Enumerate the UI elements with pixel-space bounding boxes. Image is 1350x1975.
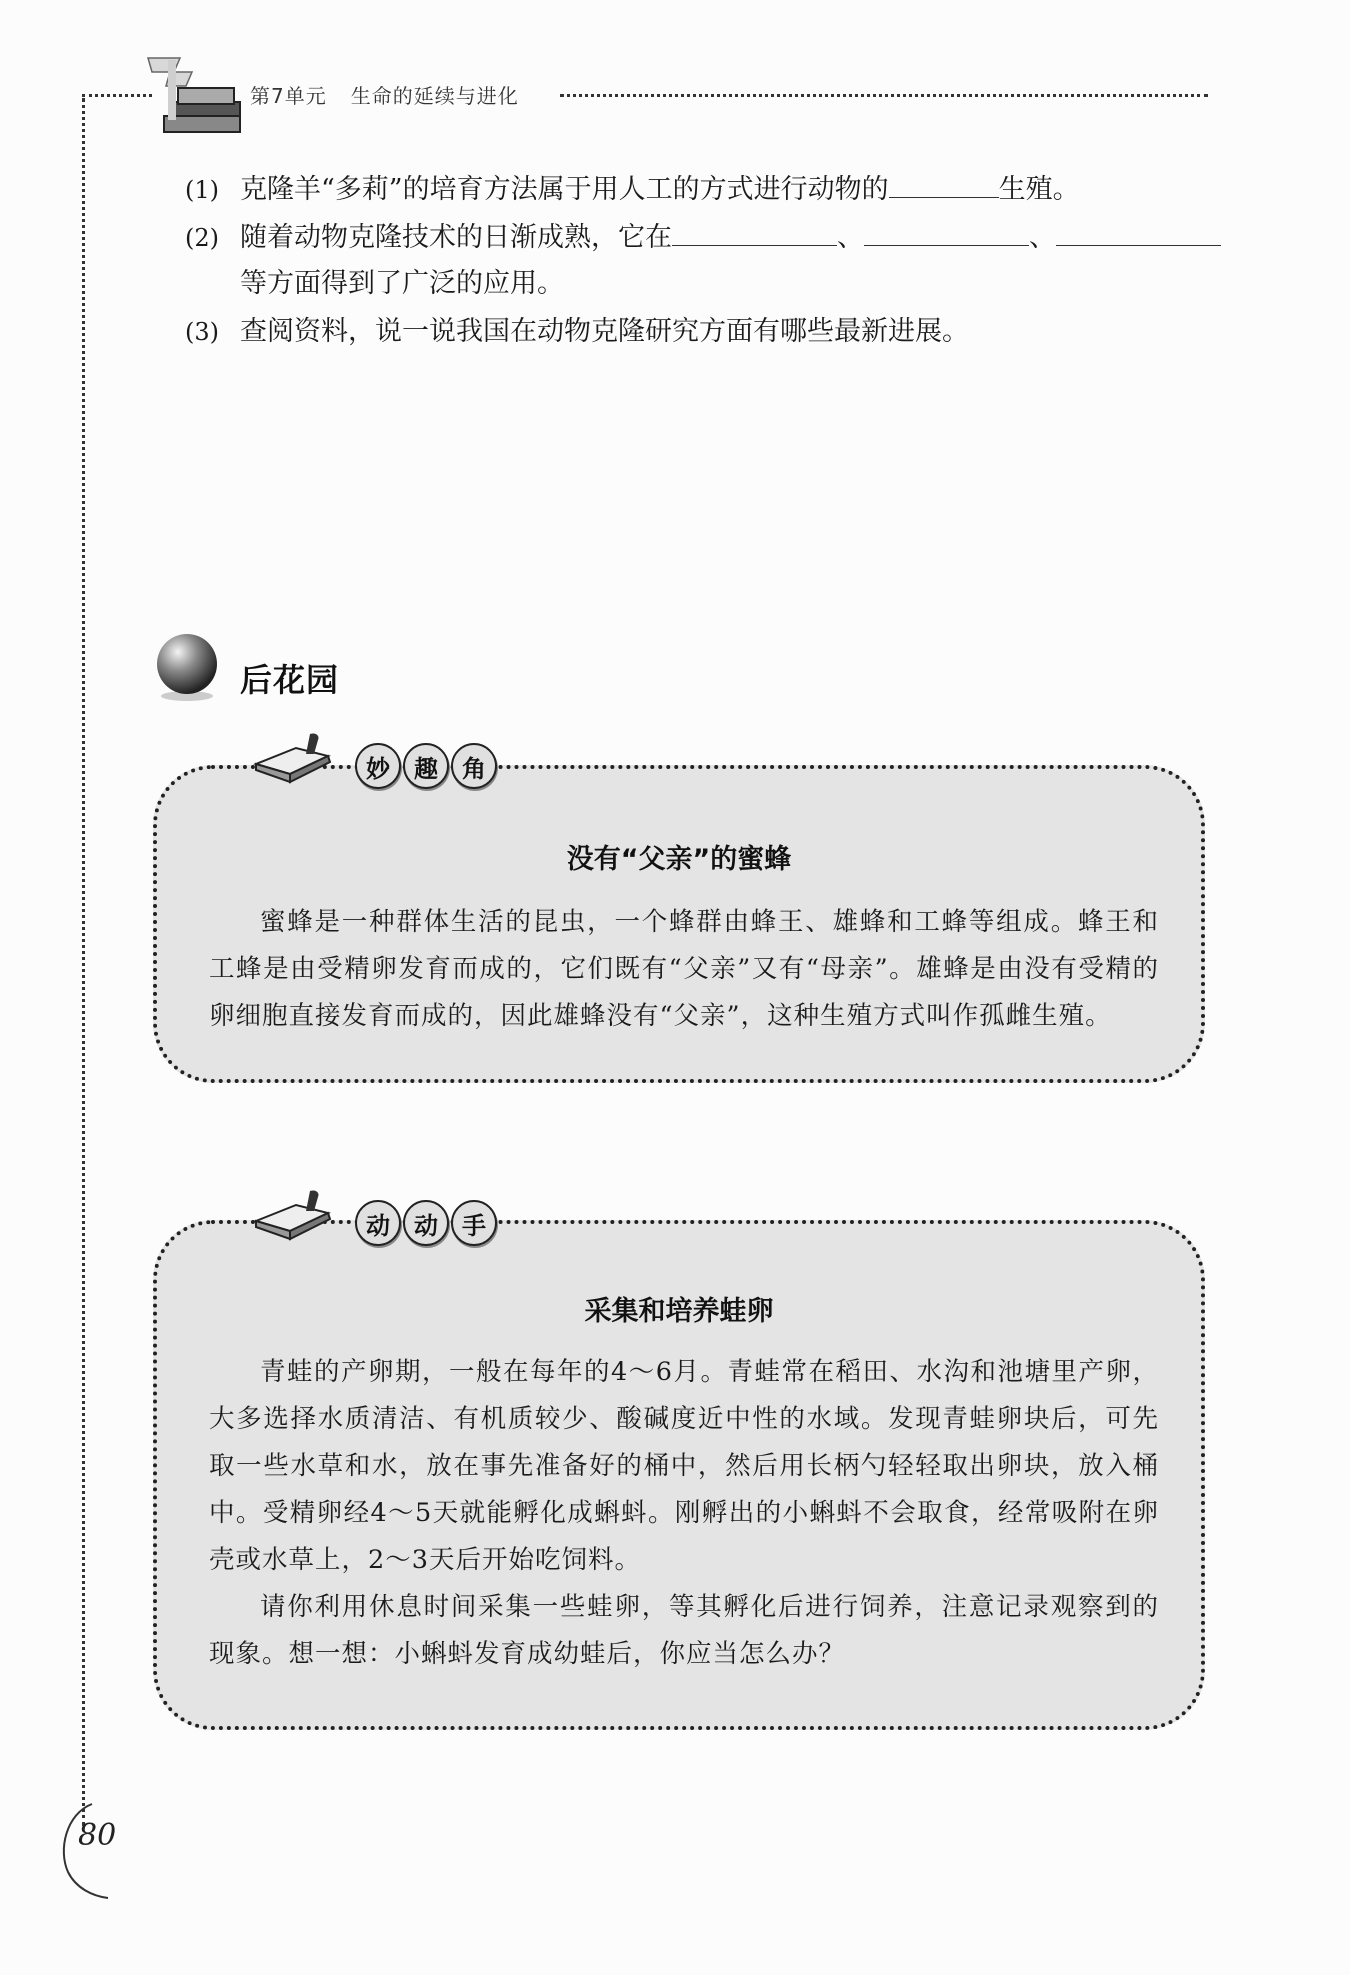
question-2-continued: 等方面得到了广泛的应用。 [240, 268, 564, 299]
question-text: 查阅资料，说一说我国在动物克隆研究方面有哪些最新进展。 [240, 316, 969, 347]
header-dotted-rule-right [560, 94, 1208, 97]
box-paragraph: 蜜蜂是一种群体生活的昆虫，一个蜂群由蜂王、雄蜂和工蜂等组成。蜂王和工蜂是由受精卵发育而成的，它们既有“父亲”又有“母亲”。雄蜂是由没有受精的卵细胞直接发育而成的，因此雄蜂没有“父亲”，这种生殖方式叫作孤雌生殖。 [209, 907, 1159, 1031]
badge-char: 动 [355, 1200, 401, 1246]
question-text-end: 生殖。 [998, 174, 1080, 205]
open-book-icon [250, 728, 340, 788]
answer-blank[interactable] [864, 219, 1029, 246]
badge-char: 手 [451, 1200, 497, 1246]
page-number: 80 [78, 1818, 117, 1853]
answer-blank[interactable] [672, 219, 837, 246]
question-number: (3) [185, 318, 219, 346]
question-number: (1) [185, 176, 219, 204]
badge-char: 角 [451, 743, 497, 789]
question-text: 克隆羊“多莉”的培育方法属于用人工的方式进行动物的 [240, 174, 889, 205]
header-title: 生命的延续与进化 [350, 84, 519, 108]
question-1 [185, 170, 1080, 210]
question-3 [185, 312, 969, 352]
blank-separator: 、 [837, 222, 864, 253]
answer-blank[interactable] [889, 171, 999, 198]
blank-separator: 、 [1029, 222, 1056, 253]
badge-char: 动 [403, 1200, 449, 1246]
question-number: (2) [185, 224, 219, 252]
badge-char: 妙 [355, 743, 401, 789]
question-text: 随着动物克隆技术的日渐成熟，它在 [240, 222, 672, 253]
books-logo-icon [140, 50, 250, 140]
box-title: 采集和培养蛙卵 [584, 1296, 774, 1327]
box-paragraph-2: 请你利用休息时间采集一些蛙卵，等其孵化后进行饲养，注意记录观察到的现象。想一想：小蝌蚪发育成幼蛙后，你应当怎么办？ [209, 1592, 1159, 1669]
section-title: 后花园 [240, 661, 340, 699]
open-book-icon [250, 1185, 340, 1245]
fun-corner-box [153, 765, 1205, 1083]
question-2 [185, 218, 1221, 258]
running-header [250, 80, 519, 109]
header-unit: 第7单元 [250, 84, 327, 108]
fun-corner-badge [355, 743, 497, 789]
answer-blank[interactable] [1056, 219, 1221, 246]
hands-on-box [153, 1220, 1205, 1730]
box-title: 没有“父亲”的蜜蜂 [566, 844, 792, 875]
globe-icon [150, 630, 224, 704]
box-paragraph-1: 青蛙的产卵期，一般在每年的4～6月。青蛙常在稻田、水沟和池塘里产卵，大多选择水质清洁、有机质较少、酸碱度近中性的水域。发现青蛙卵块后，可先取一些水草和水，放在事先准备好的桶中，然后用长柄勺轻轻取出卵块，放入桶中。受精卵经4～5天就能孵化成蝌蚪。刚孵出的小蝌蚪不会取食，经常吸附在卵壳或水草上，2～3天后开始吃饲料。 [209, 1357, 1159, 1575]
badge-char: 趣 [403, 743, 449, 789]
hands-on-badge [355, 1200, 497, 1246]
left-margin-dotted-rule [82, 98, 85, 1826]
